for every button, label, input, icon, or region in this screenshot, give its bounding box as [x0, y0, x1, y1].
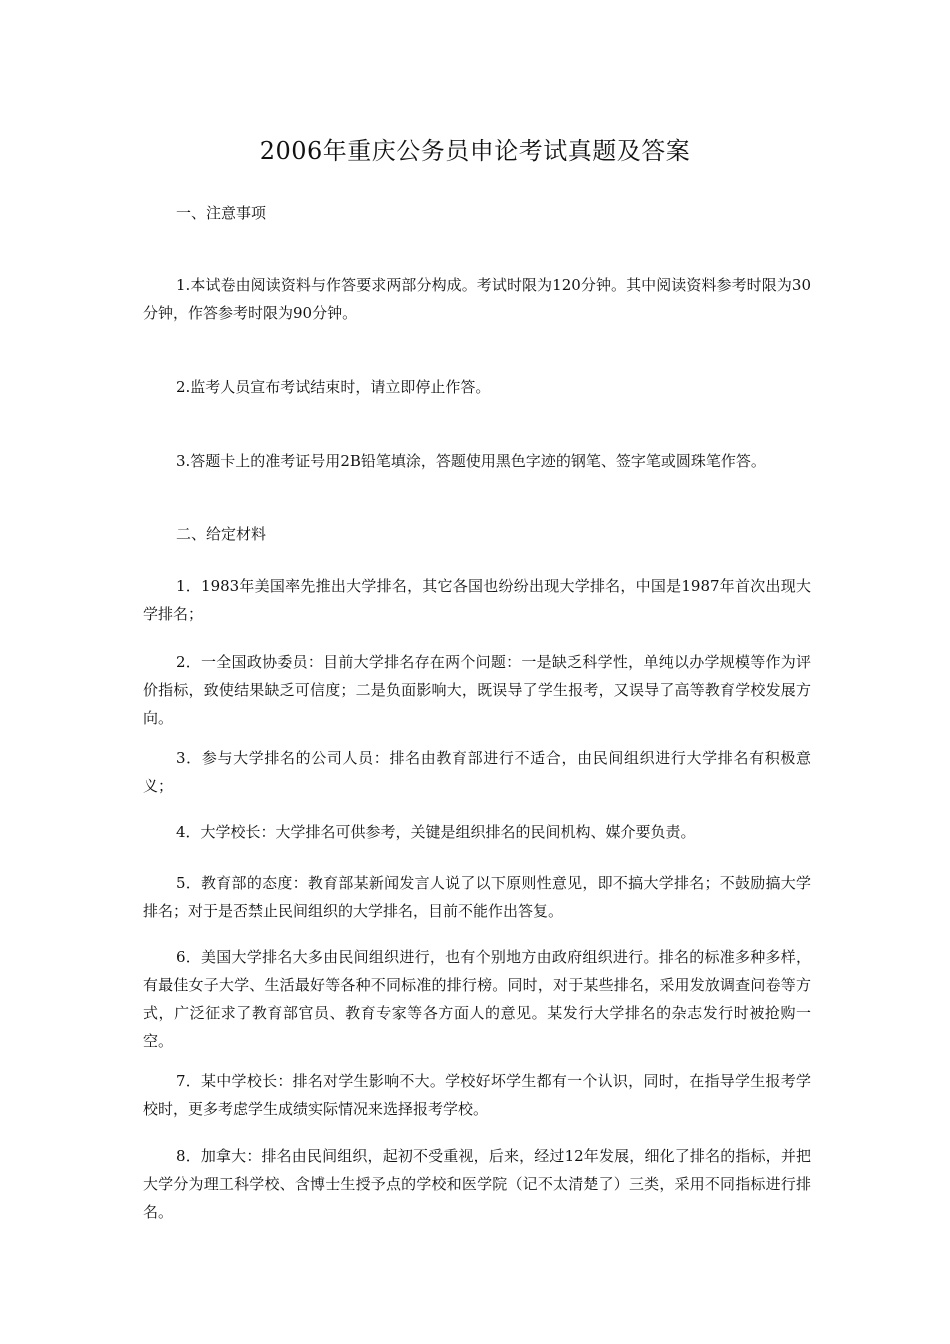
material-item-3: 3．参与大学排名的公司人员：排名由教育部进行不适合，由民间组织进行大学排名有积极意义； — [143, 749, 811, 795]
section-heading-notes: 一、注意事项 — [176, 204, 267, 222]
document-title: 2006年重庆公务员申论考试真题及答案 — [259, 137, 691, 165]
material-item-1: 1．1983年美国率先推出大学排名，其它各国也纷纷出现大学排名，中国是1987年首次出现大学排名； — [143, 577, 811, 623]
material-item-8: 8．加拿大：排名由民间组织，起初不受重视，后来，经过12年发展，细化了排名的指标，并把大学分为理工科学校、含博士生授予点的学校和医学院（记不太清楚了）三类，采用不同指标进行排名。 — [143, 1147, 811, 1221]
material-item-7: 7．某中学校长：排名对学生影响不大。学校好坏学生都有一个认识，同时，在指导学生报考学校时，更多考虑学生成绩实际情况来选择报考学校。 — [143, 1072, 811, 1118]
notes-item-2: 2.监考人员宣布考试结束时，请立即停止作答。 — [176, 378, 491, 396]
material-item-4: 4．大学校长：大学排名可供参考，关键是组织排名的民间机构、媒介要负责。 — [176, 823, 696, 841]
material-item-5: 5．教育部的态度：教育部某新闻发言人说了以下原则性意见，即不搞大学排名；不鼓励搞大学排名；对于是否禁止民间组织的大学排名，目前不能作出答复。 — [143, 874, 811, 920]
material-item-2: 2．一全国政协委员：目前大学排名存在两个问题：一是缺乏科学性，单纯以办学规模等作为评价指标，致使结果缺乏可信度；二是负面影响大，既误导了学生报考，又误导了高等教育学校发展方向。 — [143, 653, 811, 727]
material-item-6: 6．美国大学排名大多由民间组织进行，也有个别地方由政府组织进行。排名的标准多种多样，有最佳女子大学、生活最好等各种不同标准的排行榜。同时，对于某些排名，采用发放调查问卷等方式，广泛征求了教育部官员、教育专家等各方面人的意见。某发行大学排名的杂志发行时被抢购一空。 — [143, 948, 811, 1050]
section-heading-materials: 二、给定材料 — [176, 525, 267, 543]
notes-item-3: 3.答题卡上的准考证号用2B铅笔填涂，答题使用黑色字迹的钢笔、签字笔或圆珠笔作答。 — [176, 452, 766, 470]
notes-item-1: 1.本试卷由阅读资料与作答要求两部分构成。考试时限为120分钟。其中阅读资料参考时限为30分钟，作答参考时限为90分钟。 — [143, 276, 811, 322]
